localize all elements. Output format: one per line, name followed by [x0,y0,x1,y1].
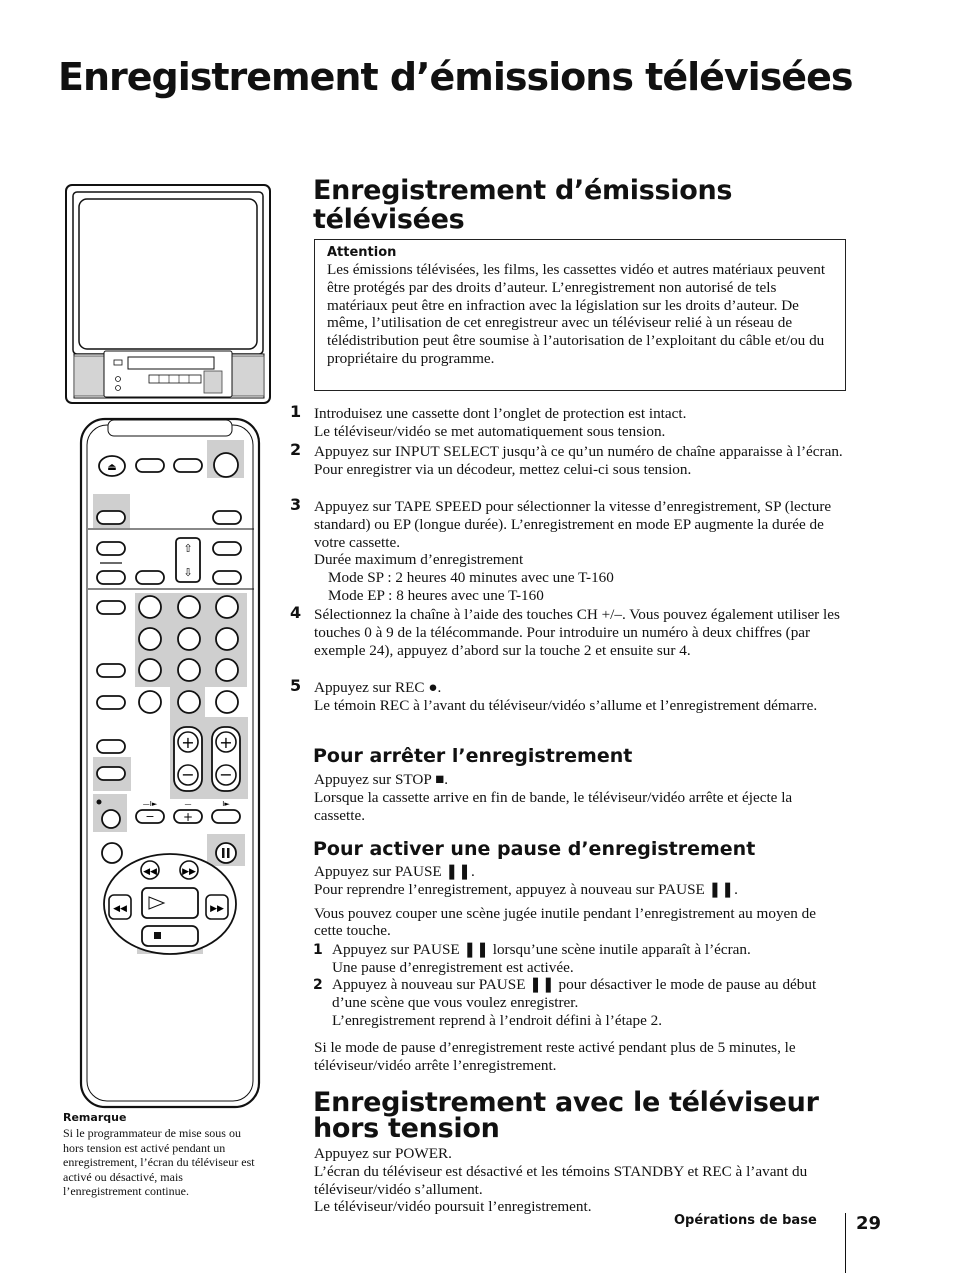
step-number: 5 [290,676,302,695]
svg-text:⇩: ⇩ [183,566,193,579]
section-title: Enregistrement d’émissions télévisées [313,175,733,235]
remark-text: Si le programmateur de mise sous ou hors tension est activé pendant un enregistrement, l’écran du téléviseur est activé ou désactivé, mais l’enregistrement continue. [63,1126,255,1199]
step-line: Appuyez sur INPUT SELECT jusqu’à ce qu’un numéro de chaîne apparaisse à l’écran. [314,443,843,460]
step-line: Le téléviseur/vidéo se met automatiquement sous tension. [314,422,666,440]
step-number: 4 [290,603,302,622]
section2-line: Appuyez sur POWER. [314,1145,452,1162]
footer-divider [845,1213,846,1273]
pause-heading: Pour activer une pause d’enregistrement [313,838,756,860]
step-5 [314,679,846,715]
stop-line: Lorsque la cassette arrive en fin de bande, le téléviseur/vidéo arrête et éjecte la cassette. [314,788,793,824]
stop-line: Appuyez sur STOP ■. [314,771,449,788]
step-subline: Mode SP : 2 heures 40 minutes avec une T-160 [328,569,614,587]
svg-text:—: — [184,800,192,808]
step-line: Pour enregistrer via un décodeur, mettez celui-ci sous tension. [314,460,692,478]
attention-title: Attention [327,245,397,260]
tv-vcr-illustration-icon [64,183,272,405]
pause-substep-1 [332,941,846,977]
pause-intro: Vous pouvez couper une scène jugée inutile pendant l’enregistrement au moyen de cette touche. [314,904,817,940]
section2-line: L’écran du téléviseur est désactivé et les témoins STANDBY et REC à l’avant du téléviseur/vidéo s’allument. [314,1162,808,1198]
step-3 [314,498,846,605]
substep-line: L’enregistrement reprend à l’endroit défini à l’étape 2. [332,1011,663,1029]
page-title: Enregistrement d’émissions télévisées [58,55,853,99]
pause-substep-2 [332,976,846,1029]
step-line: Introduisez une cassette dont l’onglet de protection est intact. [314,405,687,422]
step-2 [314,443,846,479]
substep-line: Une pause d’enregistrement est activée. [332,958,574,976]
remark-title: Remarque [63,1111,127,1124]
pause-note: Si le mode de pause d’enregistrement reste activé pendant plus de 5 minutes, le téléviseur/vidéo arrête l’enregistrement. [314,1039,796,1074]
svg-text:+: + [182,810,194,824]
page-number: 29 [856,1213,882,1234]
svg-text:◀◀: ◀◀ [143,867,157,877]
step-line: Durée maximum d’enregistrement [314,551,524,569]
attention-box [314,239,846,391]
substep-line: Appuyez sur PAUSE ❚❚ lorsqu’une scène inutile apparaît à l’écran. [332,941,751,958]
svg-text:—I►: —I► [142,800,158,808]
substep-number: 2 [313,977,323,993]
step-line: Sélectionnez la chaîne à l’aide des touches CH +/–. Vous pouvez également utiliser les touches 0 à 9 de la télécommande. Pour introduire un numéro à deux chiffres (par exemple 24), appuyez d’abord sur la touche 2 et ensuite sur 4. [314,606,840,659]
stop-text [314,771,846,824]
step-subline: Mode EP : 8 heures avec une T-160 [328,586,544,604]
pause-line: Appuyez sur PAUSE ❚❚. [314,863,475,880]
step-number: 2 [290,440,302,459]
svg-text:−: − [145,810,155,823]
svg-text:◀◀: ◀◀ [113,904,127,914]
svg-text:−: − [219,765,233,784]
step-line: Le témoin REC à l’avant du téléviseur/vidéo s’allume et l’enregistrement démarre. [314,696,818,714]
svg-text:⇧: ⇧ [183,542,193,555]
step-number: 1 [290,402,302,421]
svg-text:+: + [219,733,233,752]
svg-text:▶▶: ▶▶ [210,904,224,914]
section2-line: Le téléviseur/vidéo poursuit l’enregistrement. [314,1198,592,1216]
step-line: Appuyez sur TAPE SPEED pour sélectionner la vitesse d’enregistrement, SP (lecture standard) ou EP (longue durée). L’enregistrement en mode EP augmente la durée de votre cassette. [314,498,832,551]
substep-number: 1 [313,942,323,958]
remote-control-illustration-icon [78,417,264,1109]
svg-text:I►: I► [222,800,230,808]
pause-text [314,863,846,940]
step-4 [314,606,846,659]
svg-text:▶▶: ▶▶ [182,867,196,877]
step-number: 3 [290,495,302,514]
substep-line: Appuyez à nouveau sur PAUSE ❚❚ pour désactiver le mode de pause au début d’une scène que vous voulez enregistrer. [332,976,817,1011]
svg-text:+: + [181,733,195,752]
footer-section-label: Opérations de base [674,1213,817,1228]
step-1 [314,405,846,441]
section2-text [314,1145,846,1216]
pause-line: Pour reprendre l’enregistrement, appuyez à nouveau sur PAUSE ❚❚. [314,880,738,898]
attention-text: Les émissions télévisées, les films, les cassettes vidéo et autres matériaux peuvent être protégés par des droits d’auteur. L’enregistrement non autorisé de tels matériaux peut être en infraction avec la législation sur les droits d’auteur. De même, l’utilisation de cet enregistreur avec un téléviseur relié à un réseau de télédistribution peut être soumise à l’autorisation de l’exploitant du câble et/ou du propriétaire du programme. [327,261,826,367]
section2-title: Enregistrement avec le téléviseur hors tension [313,1087,819,1144]
stop-heading: Pour arrêter l’enregistrement [313,745,633,767]
step-line: Appuyez sur REC ●. [314,679,442,696]
svg-text:⏏: ⏏ [107,462,117,473]
svg-text:−: − [181,765,195,784]
